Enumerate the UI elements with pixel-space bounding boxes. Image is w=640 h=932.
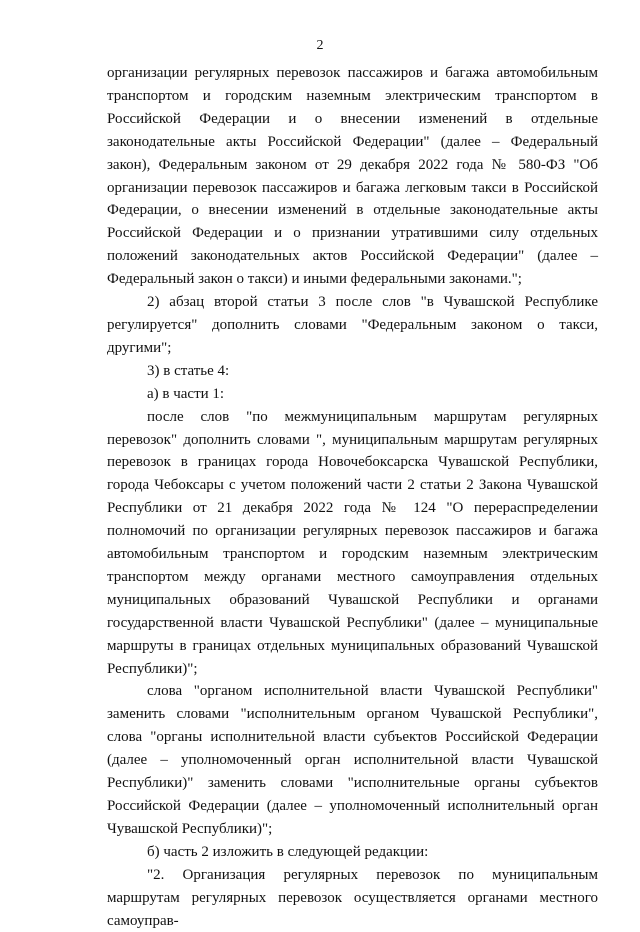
- paragraph-subitem-a: а) в части 1:: [147, 385, 225, 402]
- paragraph-amendment-1: после слов "по межмуниципальным маршрутам регулярных перевозок" дополнить словами ", муниципальным маршрутам регулярных перевозок в границах города Новочебоксарска Чувашской Республики, города Чебоксары с учетом положений части 2 статьи 2 Закона Чувашской Республики от 21 декабря 2022 года № 124 "О перераспределении полномочий по организации регулярных перевозок пассажиров и багажа автомобильным транспортом и городским наземным электрическим транспортом между органами местного самоуправления отдельных муниципальных образований Чувашской Республики и органами государственной власти Чувашской Республики" (далее – муниципальные маршруты в границах отдельных муниципальных образований Чувашской Республики)";: [107, 408, 598, 677]
- paragraph-continuation: организации регулярных перевозок пассажиров и багажа автомобильным транспортом и городским наземным электрическим транспортом в Российской Федерации и о внесении изменений в отдельные законодательные акты Российской Федерации" (далее – Федеральный закон), Федеральным законом от 29 декабря 2022 года № 580-ФЗ "Об организации перевозок пассажиров и багажа легковым такси в Российской Федерации, о внесении изменений в отдельные законодательные акты Российской Федерации и о признании утратившими силу отдельных положений законодательных актов Российской Федерации" (далее – Федеральный закон о такси) и иными федеральными законами.";: [107, 65, 598, 288]
- paragraph-item-3: 3) в статье 4:: [147, 362, 230, 379]
- document-body: [107, 62, 598, 932]
- page-number: 2: [316, 38, 324, 53]
- paragraph-item-2: 2) абзац второй статьи 3 после слов "в Чувашской Республике регулируется" дополнить словами "Федеральным законом о такси, другими";: [107, 294, 598, 356]
- paragraph-subitem-b: б) часть 2 изложить в следующей редакции:: [147, 843, 429, 860]
- paragraph-amendment-2: слова "органом исполнительной власти Чувашской Республики" заменить словами "исполнительным органом Чувашской Республики", слова "органы исполнительной власти субъектов Российской Федерации (далее – уполномоченный орган исполнительной власти Чувашской Республики)" заменить словами "исполнительные органы субъектов Российской Федерации (далее – уполномоченный исполнительный орган Чувашской Республики)";: [107, 683, 598, 837]
- paragraph-new-text: "2. Организация регулярных перевозок по муниципальным маршрутам регулярных перевозок осуществляется органами местного самоуправ-: [107, 866, 598, 929]
